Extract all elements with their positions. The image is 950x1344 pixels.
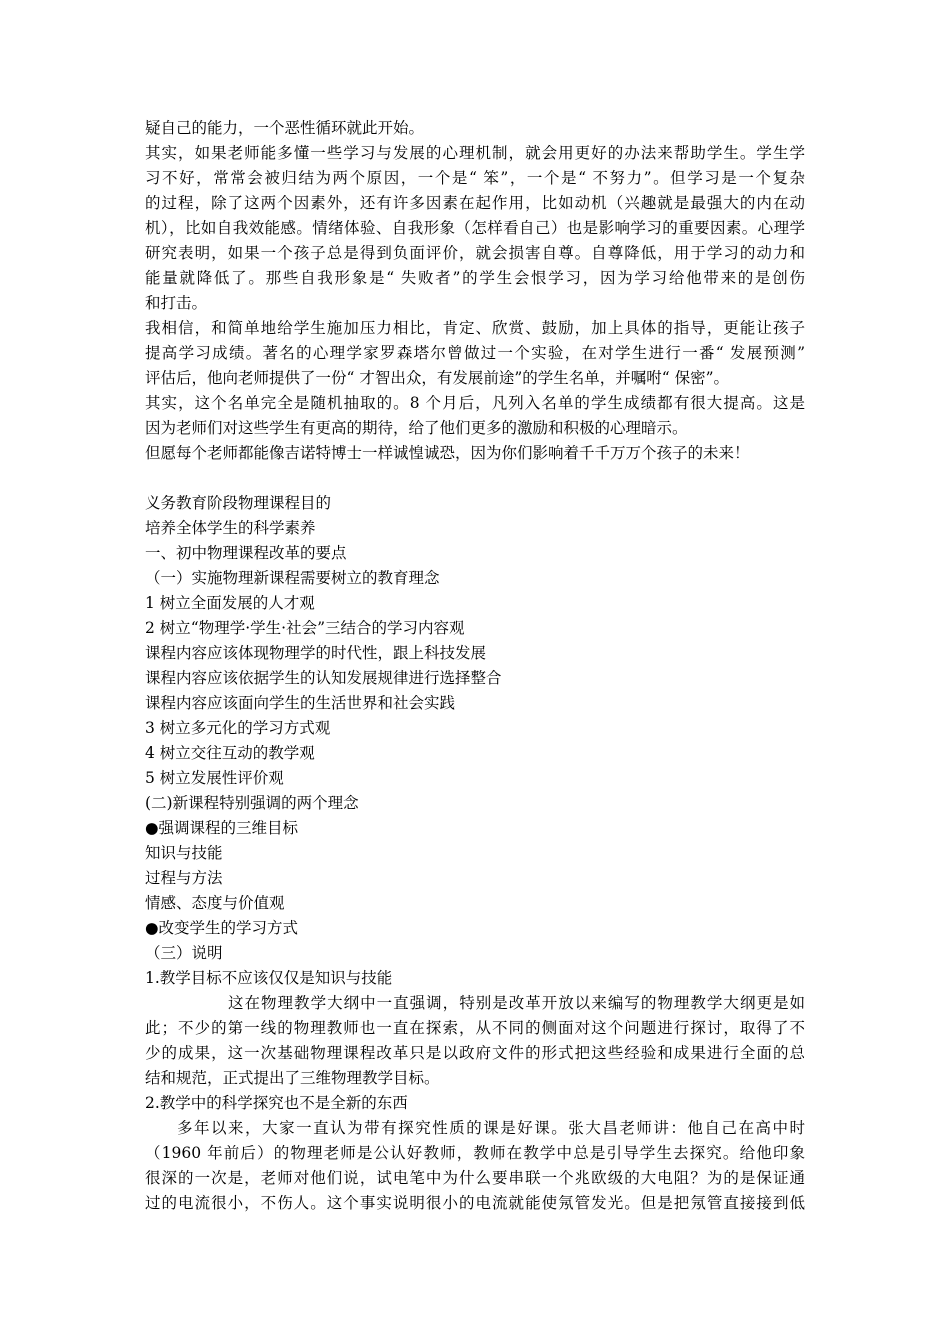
list-item: ●强调课程的三维目标 — [145, 819, 299, 837]
list-item: 4 树立交往互动的教学观 — [145, 744, 315, 762]
paragraph-line: 我相信，和简单地给学生施加压力相比，肯定、欣赏、鼓励，加上具体的指导，更能让孩子 — [145, 319, 805, 337]
list-item: 5 树立发展性评价观 — [145, 769, 284, 787]
list-item: 2 树立“物理学·学生·社会”三结合的学习内容观 — [145, 619, 465, 637]
paragraph-line: 其实，如果老师能多懂一些学习与发展的心理机制，就会用更好的办法来帮助学生。学生学 — [145, 144, 805, 162]
paragraph-line: 很深的一次是，老师对他们说，试电笔中为什么要串联一个兆欧级的大电阻？为的是保证通 — [145, 1169, 805, 1187]
paragraph-line: 疑自己的能力，一个恶性循环就此开始。 — [145, 119, 425, 137]
paragraph-line: 多年以来，大家一直认为带有探究性质的课是好课。张大昌老师讲：他自己在高中时 — [177, 1119, 805, 1137]
paragraph-line: 研究表明，如果一个孩子总是得到负面评价，就会损害自尊。自尊降低，用于学习的动力和 — [145, 244, 805, 262]
paragraph-line: 和打击。 — [145, 294, 208, 312]
paragraph-line: 结和规范，正式提出了三维物理教学目标。 — [145, 1069, 440, 1087]
list-item: 情感、态度与价值观 — [145, 894, 285, 912]
paragraph-line: 其实，这个名单完全是随机抽取的。8 个月后，凡列入名单的学生成绩都有很大提高。这是 — [145, 394, 805, 412]
paragraph-line: 提高学习成绩。著名的心理学家罗森塔尔曾做过一个实验，在对学生进行一番“ 发展预测” — [145, 344, 805, 362]
paragraph-line: 能量就降低了。那些自我形象是“ 失败者”的学生会恨学习，因为学习给他带来的是创伤 — [145, 269, 805, 287]
list-item: 过程与方法 — [145, 869, 223, 887]
list-item: 1 树立全面发展的人才观 — [145, 594, 315, 612]
paragraph-line: 但愿每个老师都能像吉诺特博士一样诚惶诚恐，因为你们影响着千千万万个孩子的未来！ — [145, 444, 750, 462]
heading-line: 培养全体学生的科学素养 — [145, 519, 316, 537]
paragraph-line: 习不好，常常会被归结为两个原因，一个是“ 笨”，一个是“ 不努力”。但学习是一个复杂 — [145, 169, 805, 187]
heading-line: (二)新课程特别强调的两个理念 — [145, 794, 359, 812]
paragraph-line: 此；不少的第一线的物理教师也一直在探索，从不同的侧面对这个问题进行探讨，取得了不 — [145, 1019, 805, 1037]
paragraph-line: 这在物理教学大纲中一直强调，特别是改革开放以来编写的物理教学大纲更是如 — [228, 994, 805, 1012]
paragraph-line: 因为老师们对这些学生有更高的期待，给了他们更多的激励和积极的心理暗示。 — [145, 419, 688, 437]
paragraph-line: （1960 年前后）的物理老师是公认好教师，教师在教学中总是引导学生去探究。给他印象 — [145, 1144, 805, 1162]
list-item: 课程内容应该体现物理学的时代性，跟上科技发展 — [145, 644, 487, 662]
paragraph-line: 少的成果，这一次基础物理课程改革只是以政府文件的形式把这些经验和成果进行全面的总 — [145, 1044, 805, 1062]
paragraph-line: 的过程，除了这两个因素外，还有许多因素在起作用，比如动机（兴趣就是最强大的内在动 — [145, 194, 805, 212]
list-item: 课程内容应该依据学生的认知发展规律进行选择整合 — [145, 669, 502, 687]
list-item: 课程内容应该面向学生的生活世界和社会实践 — [145, 694, 456, 712]
list-item: ●改变学生的学习方式 — [145, 919, 299, 937]
paragraph-line: 机），比如自我效能感。情绪体验、自我形象（怎样看自己）也是影响学习的重要因素。心理学 — [145, 219, 805, 237]
list-item: 知识与技能 — [145, 844, 223, 862]
heading-line: （三）说明 — [145, 944, 223, 962]
heading-line: （一）实施物理新课程需要树立的教育理念 — [145, 569, 440, 587]
heading-line: 1.教学目标不应该仅仅是知识与技能 — [145, 969, 393, 987]
heading-line: 义务教育阶段物理课程目的 — [145, 494, 332, 512]
paragraph-line: 过的电流很小，不伤人。这个事实说明很小的电流就能使氖管发光。但是把氖管直接接到低 — [145, 1194, 805, 1212]
paragraph-line: 评估后，他向老师提供了一份“ 才智出众，有发展前途”的学生名单，并嘱咐“ 保密”。 — [145, 369, 730, 387]
list-item: 3 树立多元化的学习方式观 — [145, 719, 331, 737]
heading-line: 2.教学中的科学探究也不是全新的东西 — [145, 1094, 408, 1112]
heading-line: 一、初中物理课程改革的要点 — [145, 544, 347, 562]
